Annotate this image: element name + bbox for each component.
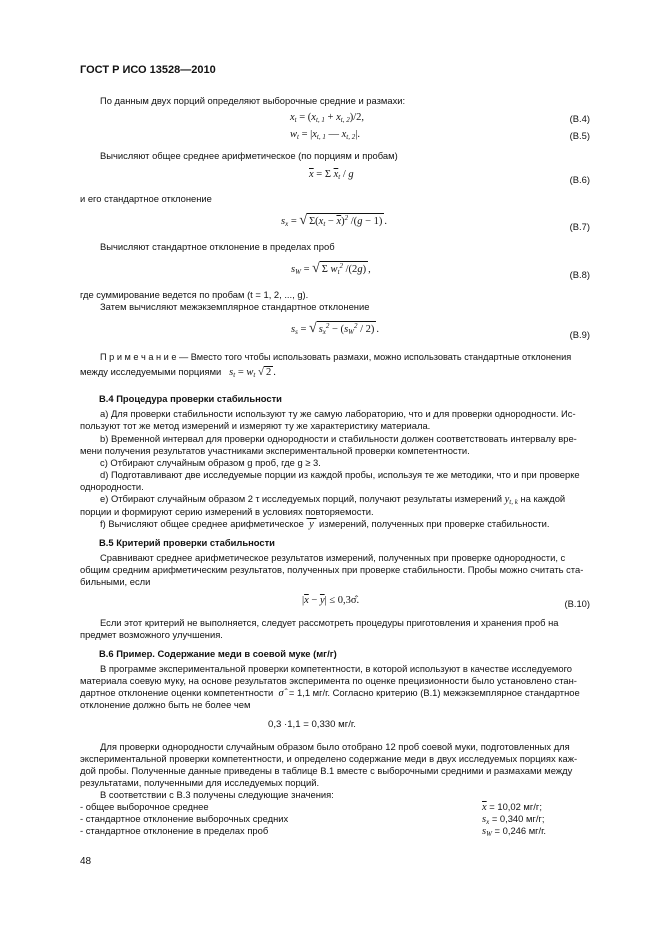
value-label-sx: - стандартное отклонение выборочных средних [80, 813, 289, 824]
y-bar-symbol: y [306, 519, 317, 530]
b4-line-f-text: f) Вычисляют общее среднее арифметическое [100, 518, 304, 529]
paragraph-between: Затем вычисляют межэкземплярное стандартное отклонение [100, 301, 370, 312]
b6-line-3-text: дартное отклонение оценки компетентности [80, 687, 274, 698]
b5-line-3: бильными, если [80, 576, 151, 587]
b6-line-3-tail: = 1,1 мг/г. Согласно критерию (В.1) межэкземплярное стандартное [288, 687, 580, 698]
section-b6-title: B.6 Пример. Содержание меди в соевой муке (мг/г) [99, 648, 337, 659]
note-text: между исследуемыми порциями [80, 366, 222, 377]
equation-b9: $s_s$ = √ $s_x^2 - (s_W^2 / 2)$ . [291, 321, 380, 336]
b5-line-4: Если этот критерий не выполняется, следует рассмотреть процедуры приготовления и хранения проб на [100, 617, 559, 628]
b6-line-4: отклонение должно быть не более чем [80, 699, 251, 710]
value-sw-text: = 0,246 мг/г. [494, 825, 547, 836]
note-equation: $s_t = w_t$ √ 2 . [223, 366, 276, 379]
b4-line-e1-tail: на каждой [520, 493, 566, 504]
section-b5-title: B.5 Критерий проверки стабильности [99, 537, 275, 548]
equation-b10: $|\overline{x} - \overline{y}|$ ≤ 0,3σ̂. [302, 595, 360, 606]
b4-line-f [100, 518, 550, 530]
note-line-2 [80, 366, 276, 379]
b6-line-7: дой пробы. Полученные данные приведены в таблице В.1 вместе с выборочными средними и размахами между [80, 765, 573, 776]
equation-b8: $s_W$ = √ Σ $w_t^2$ /(2g) , [291, 261, 371, 276]
paragraph-intro: По данным двух порций определяют выборочные средние и размахи: [100, 95, 406, 106]
equation-b4: $x_t = (x_{t, 1} + x_{t, 2})/2$, [290, 112, 365, 124]
value-label-mean: - общее выборочное среднее [80, 801, 209, 812]
b4-line-b2: мени получения результатов участниками экспериментальной проверки компетентности. [80, 445, 470, 456]
sx-symbol: $s_x$ [482, 814, 490, 826]
sigma-hat-symbol: σ̂ [275, 688, 287, 699]
b4-line-e1 [100, 493, 565, 506]
sw-symbol: $s_W$ [482, 826, 492, 838]
b4-line-e2: порции и формируют серию измерений в условиях повторяемости. [80, 506, 374, 517]
equation-b6: $\overline{x} = \Sigma$ $\overline{x}_t$ / g [309, 169, 354, 181]
equation-b5: $w_t = |x_{t, 1}$ — $x_{t, 2}|$. [290, 129, 360, 141]
b4-line-a2: пользуют тот же метод измерений и измеряют ту же характеристику материала. [80, 420, 431, 431]
page-number: 48 [80, 856, 92, 867]
b4-line-f-tail: измерений, полученных при проверке стабильности. [319, 518, 550, 529]
b6-line-3 [80, 687, 580, 699]
b6-line-6: экспериментальной проверки компетентности, и определено содержание меди в двух исследуемых порциях каж- [80, 753, 578, 764]
paragraph-std: и его стандартное отклонение [80, 193, 212, 204]
b5-line-1: Сравнивают среднее арифметическое результатов измерений, полученных при проверке однородности, с [100, 552, 566, 563]
value-sw [482, 825, 546, 838]
equation-b7: $s_x$ = √ $\Sigma(x_t - \overline{x})^2$ /(g − 1) . [281, 213, 387, 228]
b5-line-5: предмет возможного улучшения. [80, 629, 223, 640]
equation-number-b8: (B.8) [569, 269, 590, 280]
note-line-1: П р и м е ч а н и е — Вместо того чтобы использовать размахи, можно использовать стандартные отклонения [100, 352, 572, 362]
b4-line-a1: a) Для проверки стабильности используют ту же самую лабораторию, что и для проверки однородности. Ис- [100, 408, 576, 419]
document-header: ГОСТ Р ИСО 13528—2010 [80, 64, 216, 76]
paragraph-within: Вычисляют стандартное отклонение в пределах проб [100, 241, 335, 252]
b4-line-b1: b) Временной интервал для проверки однородности и стабильности должен соответствовать интервалу вре- [100, 433, 577, 444]
paragraph-mean-all: Вычисляют общее среднее арифметическое (по порциям и пробам) [100, 150, 398, 161]
b6-line-1: В программе экспериментальной проверки компетентности, в которой используют в качестве исследуемого [100, 663, 573, 674]
b6-line-8: результатами, полученными для исследуемых порций. [80, 777, 320, 788]
equation-number-b5: (B.5) [569, 130, 590, 141]
b4-line-d1: d) Подготавливают две исследуемые порции из каждой пробы, используя те же методики, что и при проверке [100, 469, 580, 480]
calculation: 0,3 ·1,1 = 0,330 мг/г. [268, 719, 356, 730]
b6-line-9: В соответствии с В.3 получены следующие значения: [100, 789, 334, 800]
equation-number-b4: (B.4) [569, 113, 590, 124]
equation-number-b6: (B.6) [569, 174, 590, 185]
value-sx-text: = 0,340 мг/г; [491, 813, 545, 824]
y-tk-symbol: $y_{t, k}$ [504, 494, 518, 506]
value-mean-text: = 10,02 мг/г; [489, 801, 542, 812]
equation-number-b7: (B.7) [569, 221, 590, 232]
section-b4-title: B.4 Процедура проверки стабильности [99, 393, 282, 404]
b4-line-d2: однородности. [80, 481, 144, 492]
equation-number-b9: (B.9) [569, 329, 590, 340]
b5-line-2: общим средним арифметическим результатов, полученных при проверке стабильности. Пробы можно считать ста- [80, 564, 584, 575]
equation-number-b10: (B.10) [564, 598, 590, 609]
b6-line-2: материала соевую муку, на основе результатов эксперимента по оценке прецизионности было установлено стан- [80, 675, 577, 686]
b4-line-c: c) Отбирают случайным образом g проб, где g ≥ 3. [100, 457, 321, 468]
x-bar-symbol: $\overline{x}$ [482, 802, 487, 813]
b4-line-e1-text: e) Отбирают случайным образом 2 τ исследуемых порций, получают результаты измерений [100, 493, 502, 504]
b6-line-5: Для проверки однородности случайным образом было отобрано 12 проб соевой муки, подготовленных для [100, 741, 570, 752]
paragraph-sum-note: где суммирование ведется по пробам (t = 1, 2, ..., g). [80, 289, 309, 300]
value-mean [482, 801, 542, 813]
value-label-sw: - стандартное отклонение в пределах проб [80, 825, 269, 836]
